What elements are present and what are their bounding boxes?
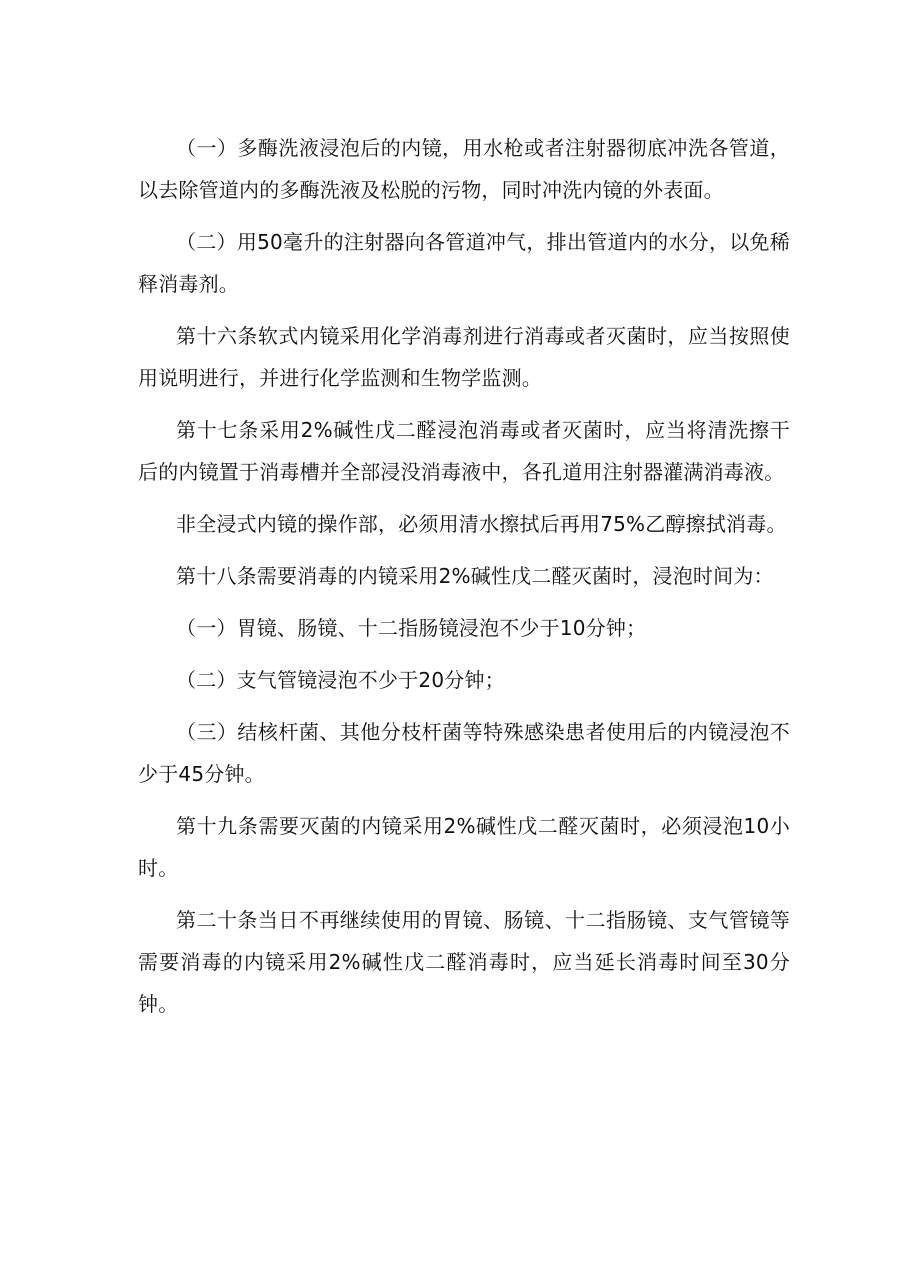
paragraph-non-immersion: 非全浸式内镜的操作部，必须用清水擦拭后再用75%乙醇擦拭消毒。	[176, 512, 787, 536]
paragraph-article-19: 第十九条需要灭菌的内镜采用2%碱性戊二醛灭菌时，必须浸泡10小时。	[138, 814, 790, 880]
paragraph-article-16: 第十六条软式内镜采用化学消毒剂进行消毒或者灭菌时，应当按照使用说明进行，并进行化学监测和生物学监测。	[138, 324, 790, 390]
paragraph-article-18: 第十八条需要消毒的内镜采用2%碱性戊二醛灭菌时，浸泡时间为：	[176, 564, 774, 588]
paragraph-article-17: 第十七条采用2%碱性戊二醛浸泡消毒或者灭菌时，应当将清洗擦干后的内镜置于消毒槽并全部浸没消毒液中，各孔道用注射器灌满消毒液。	[138, 418, 790, 484]
paragraph-item-1-wash-endoscope: （一）多酶洗液浸泡后的内镜，用水枪或者注射器彻底冲洗各管道，以去除管道内的多酶洗液及松脱的污物，同时冲洗内镜的外表面。	[138, 136, 790, 202]
paragraph-article-20: 第二十条当日不再继续使用的胃镜、肠镜、十二指肠镜、支气管镜等需要消毒的内镜采用2%碱性戊二醛消毒时，应当延长消毒时间至30分钟。	[138, 908, 790, 1016]
paragraph-article-18-item-3: （三）结核杆菌、其他分枝杆菌等特殊感染患者使用后的内镜浸泡不少于45分钟。	[138, 720, 790, 786]
document-body	[138, 127, 790, 1035]
paragraph-item-2-air-channels: （二）用50毫升的注射器向各管道冲气，排出管道内的水分，以免稀释消毒剂。	[138, 230, 790, 296]
paragraph-article-18-item-2: （二）支气管镜浸泡不少于20分钟；	[176, 668, 505, 692]
paragraph-article-18-item-1: （一）胃镜、肠镜、十二指肠镜浸泡不少于10分钟；	[176, 616, 647, 640]
